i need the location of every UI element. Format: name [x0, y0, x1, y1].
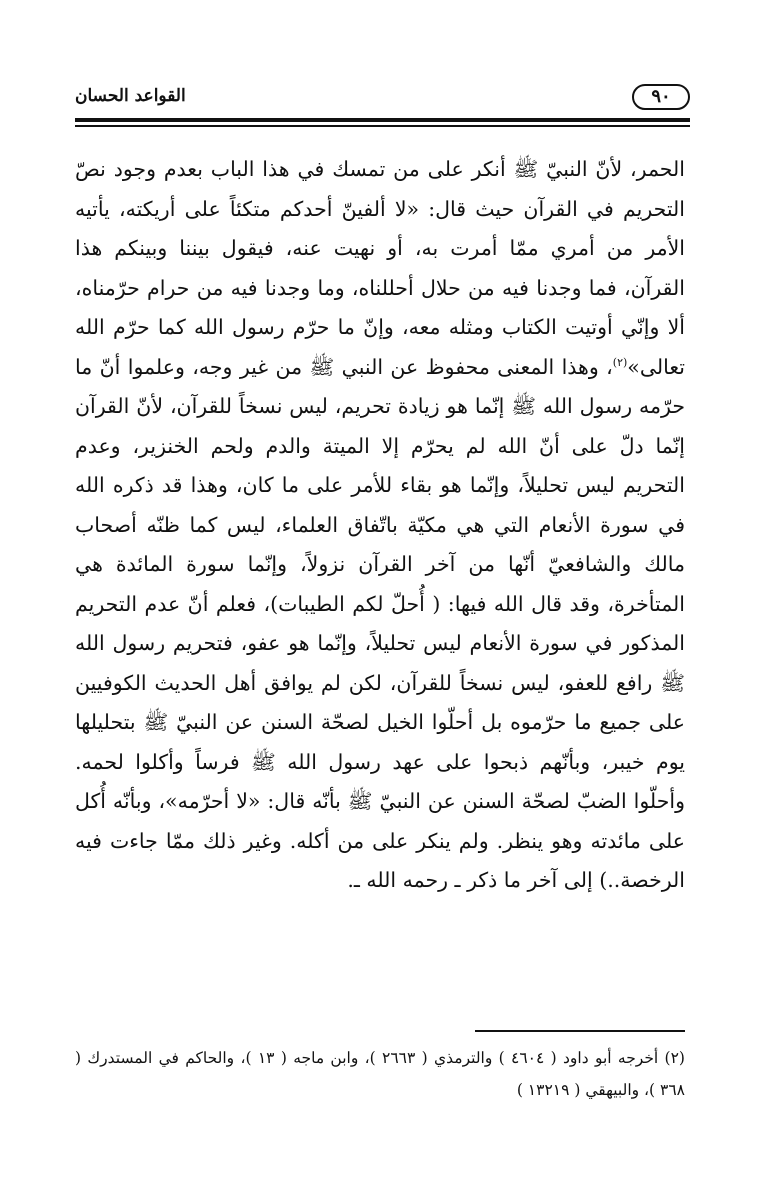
page-number: ٩٠ — [632, 84, 690, 110]
paragraph-text: الحمر، لأنّ النبيّ ﷺ أنكر على من تمسك في هذا الباب بعدم وجود نصّ التحريم في القرآن حيث قال: «لا ألفينّ أحدكم متكئاً على أريكته، يأتيه الأمر من أمري ممّا أمرت به، أو نهيت عنه، فيقول بيننا وبينكم هذا القرآن، فما وجدنا فيه من حلال أحللناه، وما وجدنا فيه من حرام حرّمناه، ألا وإنّي أوتيت الكتاب ومثله معه، وإنّ ما حرّم رسول الله كما حرّم الله تعالى» — [75, 157, 685, 379]
paragraph-text-continued: ، وهذا المعنى محفوظ عن النبي ﷺ من غير وجه، وعلموا أنّ ما حرّمه رسول الله ﷺ إنّما هو زيادة تحريم، ليس نسخاً للقرآن، لأنّ القرآن إنّما دلّ على أنّ الله لم يحرّم إلا الميتة والدم ولحم الخنزير، وعدم التحريم ليس تحليلاً، وإنّما هو بقاء للأمر على ما كان، وهذا قد ذكره الله في سورة الأنعام التي هي مكيّة باتّفاق العلماء، ليس كما ظنّه أصحاب مالك والشافعيّ أنّها من آخر القرآن نزولاً، وإنّما سورة المائدة هي المتأخرة، وقد قال الله فيها: ( أُحلّ لكم الطيبات)، فعلم أنّ عدم التحريم المذكور في سورة الأنعام ليس تحليلاً، وإنّما هو عفو، فتحريم رسول الله ﷺ رافع للعفو، ليس نسخاً للقرآن، لكن لم يوافق أهل الحديث الكوفيين على جميع ما حرّموه بل أحلّوا الخيل لصحّة السنن عن النبيّ ﷺ بتحليلها يوم خيبر، وبأنّهم ذبحوا على عهد رسول الله ﷺ فرساً وأكلوا لحمه. وأحلّوا الضبّ لصحّة السنن عن النبيّ ﷺ بأنّه قال: «لا أحرّمه»، وبأنّه أُكل على مائدته وهو ينظر. ولم ينكر على من أكله. وغير ذلك ممّا جاءت فيه الرخصة..) إلى آخر ما ذكر ـ رحمه الله ـ. — [75, 354, 685, 892]
header-rule-thick — [75, 118, 690, 122]
body-paragraph — [75, 150, 685, 901]
book-title: القواعد الحسان — [75, 86, 186, 106]
footnote: (٢) أخرجه أبو داود ( ٤٦٠٤ ) والترمذي ( ٢٦٦٣ )، وابن ماجه ( ١٣ )، والحاكم في المستدرك ( ٣٦٨ )، والبيهقي ( ١٣٢١٩ ) — [75, 1049, 685, 1099]
footnote-divider — [475, 1030, 685, 1032]
footnote-ref[interactable]: (٢) — [612, 355, 628, 369]
header-rule-thin — [75, 125, 690, 127]
page-header — [75, 80, 690, 120]
